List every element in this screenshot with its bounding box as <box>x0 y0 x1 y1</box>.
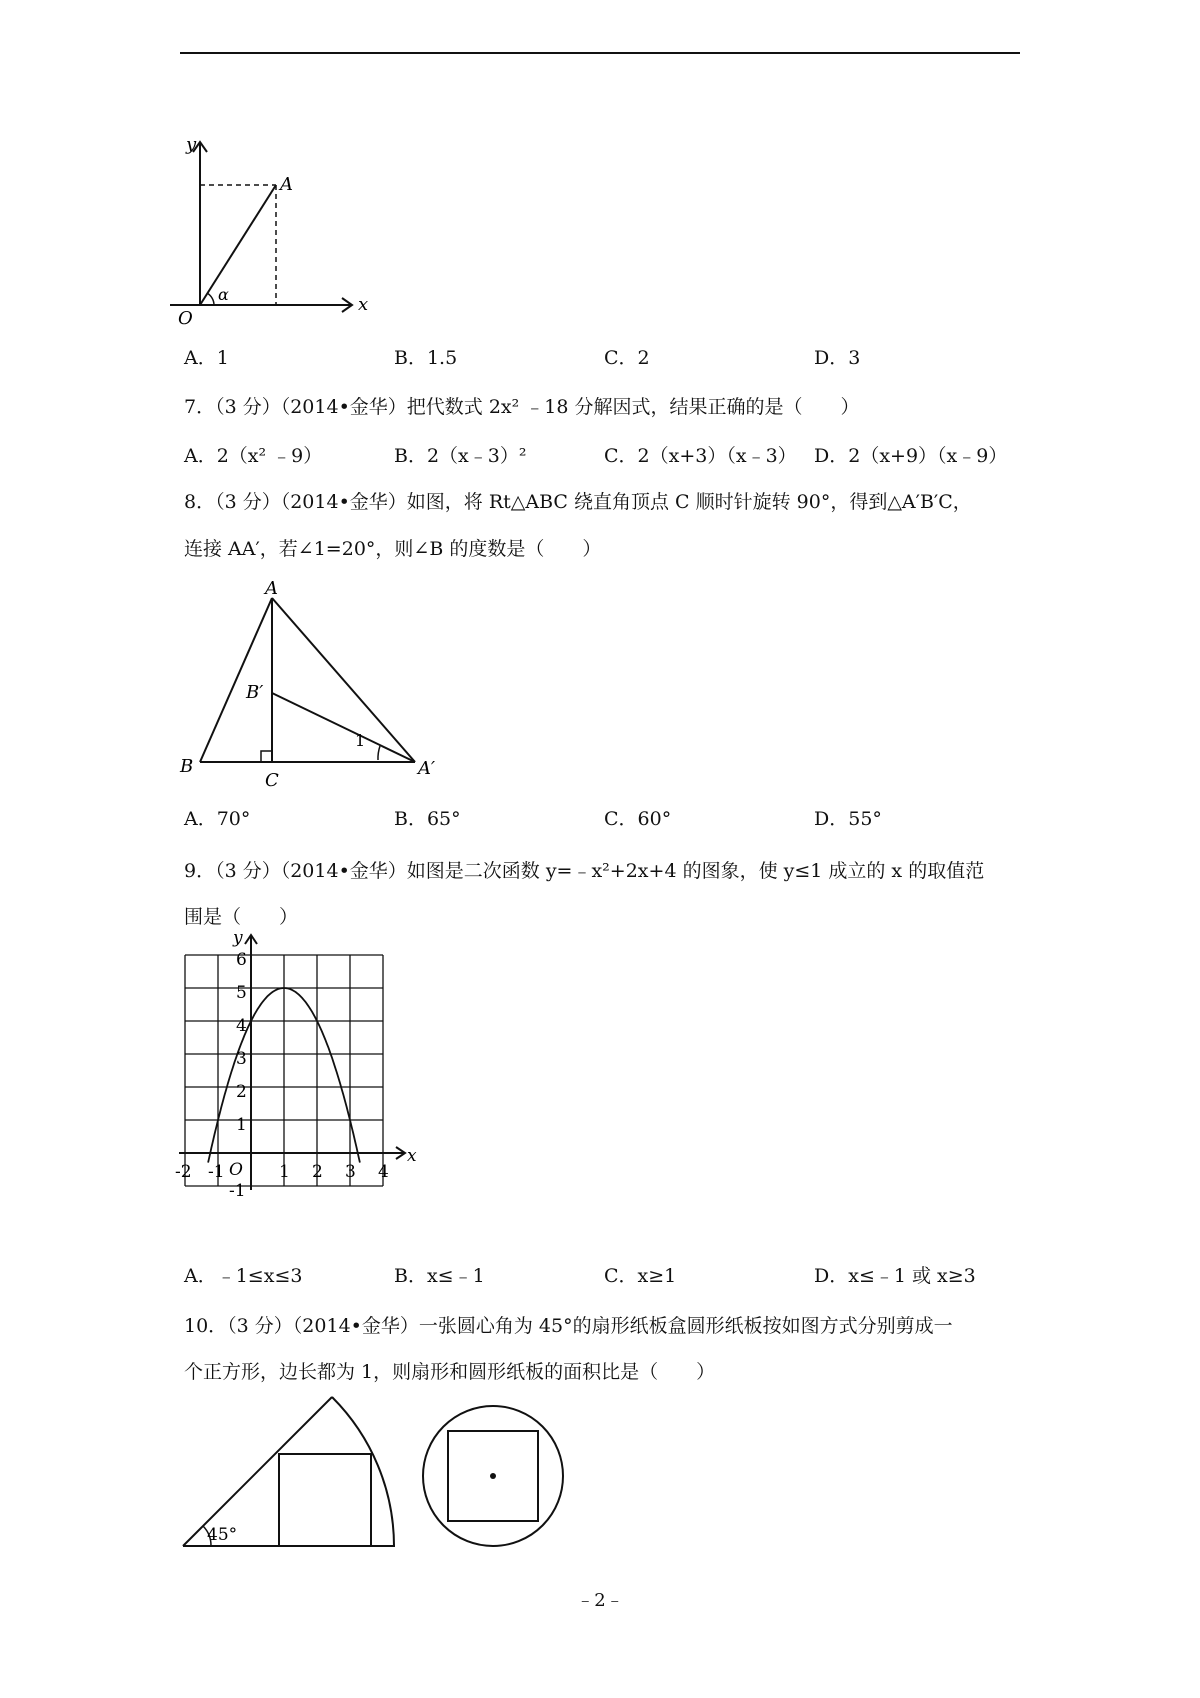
page-number: ﹣2﹣ <box>576 1590 624 1611</box>
q9-x-tick-label: 4 <box>378 1162 389 1182</box>
q8-label-b: B <box>180 756 194 777</box>
q8-stem-line-1: 8．（3 分）（2014•金华）如图，将 Rt△ABC 绕直角顶点 C 顺时针旋转 90°，得到△A′B′C， <box>184 491 972 513</box>
q9-x-tick-label: 3 <box>345 1162 356 1182</box>
header-rule <box>180 52 1020 54</box>
q7-option-a[interactable]: A．2（x² ﹣9） <box>184 445 323 467</box>
q9-y-tick-label: 5 <box>236 983 247 1003</box>
q9-x-tick-label: -2 <box>175 1162 192 1182</box>
q10-stem-line-1: 10．（3 分）（2014•金华）一张圆心角为 45°的扇形纸板盒圆形纸板按如图方式分别剪成一 <box>184 1315 953 1337</box>
q8-label-a: A <box>265 578 278 599</box>
q9-option-b[interactable]: B．x≤﹣1 <box>394 1265 485 1287</box>
q6-option-a[interactable]: A．1 <box>184 347 229 369</box>
q8-angle-label: 1 <box>355 731 366 750</box>
q9-x-tick-label: 2 <box>312 1162 323 1182</box>
q8-label-b-prime: B′ <box>246 682 264 703</box>
q9-stem-line-2: 围是（ ） <box>184 906 299 928</box>
q6-option-c[interactable]: C．2 <box>604 347 650 369</box>
q6-options <box>184 344 1024 372</box>
q6-angle-label: α <box>218 285 229 304</box>
q9-option-a[interactable]: A．﹣1≤x≤3 <box>184 1265 303 1287</box>
q7-option-c[interactable]: C．2（x+3）（x﹣3） <box>604 445 797 467</box>
q6-figure <box>160 130 390 329</box>
q8-option-b[interactable]: B．65° <box>394 808 461 830</box>
q9-x-tick-label: 1 <box>279 1162 290 1182</box>
q9-y-tick-label: 6 <box>236 950 247 970</box>
q9-y-tick-label: 2 <box>236 1082 247 1102</box>
q8-option-c[interactable]: C．60° <box>604 808 672 830</box>
q6-point-a-label: A <box>280 174 293 195</box>
q8-figure <box>175 580 455 790</box>
q9-option-d[interactable]: D．x≤﹣1 或 x≥3 <box>814 1265 976 1287</box>
q10-circle <box>423 1406 563 1546</box>
q9-origin-label: O <box>229 1160 243 1180</box>
q8-stem-line-2: 连接 AA′，若∠1=20°，则∠B 的度数是（ ） <box>184 538 602 560</box>
q6-y-axis-label: y <box>186 134 197 155</box>
q10-stem-line-2: 个正方形，边长都为 1，则扇形和圆形纸板的面积比是（ ） <box>184 1361 716 1383</box>
q7-options <box>184 442 1024 470</box>
q7-option-d[interactable]: D．2（x+9）（x﹣9） <box>814 445 1008 467</box>
q6-x-axis-label: x <box>358 294 369 315</box>
q7-option-b[interactable]: B．2（x﹣3）² <box>394 445 527 467</box>
q6-origin-label: O <box>178 308 193 329</box>
q6-option-b[interactable]: B．1.5 <box>394 347 458 369</box>
q8-label-a-prime: A′ <box>418 758 436 779</box>
q9-x-tick-label: -1 <box>208 1162 225 1182</box>
q9-figure <box>175 928 475 1242</box>
q9-y-tick-label: 1 <box>236 1115 247 1135</box>
q8-label-c: C <box>265 770 279 791</box>
q10-sector <box>183 1397 395 1546</box>
q9-options <box>184 1262 1024 1290</box>
q9-y-tick-label: 3 <box>236 1049 247 1069</box>
q9-option-c[interactable]: C．x≥1 <box>604 1265 677 1287</box>
q9-y-tick-label: 4 <box>236 1016 247 1036</box>
q10-figure <box>175 1392 595 1562</box>
q6-option-d[interactable]: D．3 <box>814 347 861 369</box>
q8-options <box>184 805 1024 833</box>
q10-angle-label: 45° <box>207 1525 238 1545</box>
q9-y-tick-label: -1 <box>229 1181 246 1201</box>
q9-stem-line-1: 9．（3 分）（2014•金华）如图是二次函数 y=﹣x²+2x+4 的图象，使 y≤1 成立的 x 的取值范 <box>184 860 985 882</box>
q9-x-axis-label: x <box>407 1146 417 1166</box>
q8-option-d[interactable]: D．55° <box>814 808 882 830</box>
q9-y-axis-label: y <box>233 928 243 948</box>
q8-option-a[interactable]: A．70° <box>184 808 251 830</box>
q7-stem: 7．（3 分）（2014•金华）把代数式 2x² ﹣18 分解因式，结果正确的是（ ） <box>184 396 860 418</box>
